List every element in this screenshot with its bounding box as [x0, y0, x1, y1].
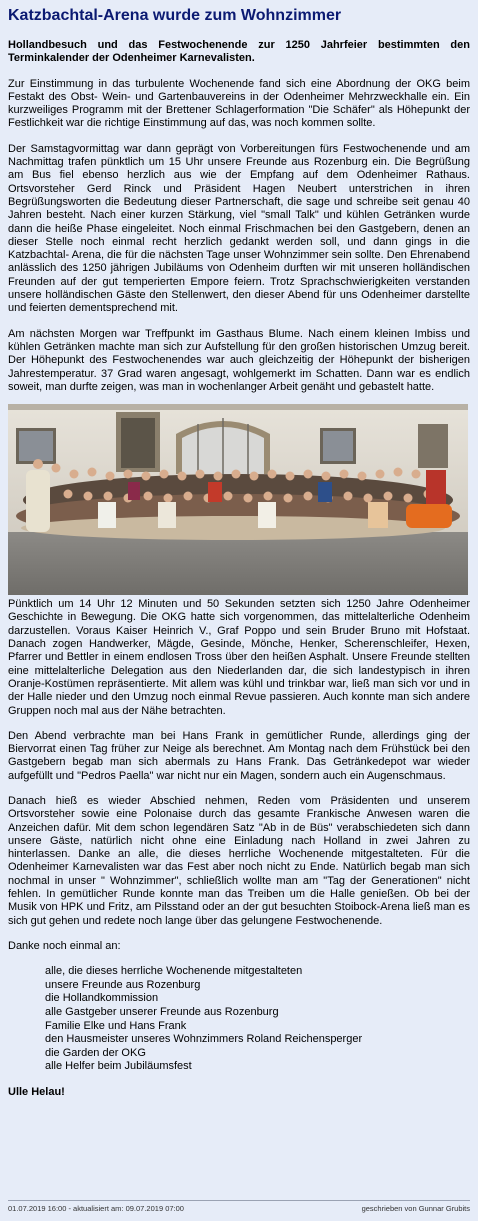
- thanks-intro: Danke noch einmal an:: [8, 939, 121, 952]
- list-item: den Hausmeister unseres Wohnzimmers Roland Reichensperger: [45, 1033, 363, 1046]
- article-author: geschrieben von Gunnar Grubits: [361, 1204, 470, 1213]
- article-paragraph: Danach hieß es wieder Abschied nehmen, Reden vom Präsidenten und unserem Ortsvorsteher sowie eine Polonaise durch das gesamte Frankische Anwesen waren die Anzeichen dafür. Mit dem schon legendären Satz "Ab in de Büs" verabschiedeten sich dann unsere Gäste, natürlich nicht ohne eine Einladung nach Holland in zwei Jahren zu hinterlassen. Danke an alle, die dieses herrliche Wochenende mitgestalteten. Für die Odenheimer Karnevalisten war das Fest aber noch nicht zu Ende. Natürlich begab man sich nochmal in unser " Wohnzimmer", schließlich wollte man am "Tag der Generationen" nicht fehlen. In gemütlicher Runde konnte man das Treiben um die Halle genießen. Ob bei der Musik von HPK und Fritz, am Pilsstand oder an der gut besuchten Stoibock-Arena ließ man es sich gut gehen und redete noch lange über das gelungene Festwochenende.: [8, 794, 470, 927]
- article-paragraph: Zur Einstimmung in das turbulente Wochenende fand sich eine Abordnung der OKG beim Festakt des Obst- Wein- und Gartenbauvereins in der Odenheimer Mehrzweckhalle ein. Ein kurzweiliges Programm mit der Brettener Schlagerformation "Die Schäfer" als Höhepunkt der Festlichkeit war die richtige Einstimmung auf das, was noch kommen sollte.: [8, 77, 470, 130]
- article-dates: 01.07.2019 16:00 - aktualisiert am: 09.07.2019 07:00: [8, 1204, 184, 1213]
- article-paragraph: Am nächsten Morgen war Treffpunkt im Gasthaus Blume. Nach einem kleinen Imbiss und kühlen Getränken machte man sich zur Aufstellung für den großen historischen Umzug bereit. Der Höhepunkt des Festwochenendes war auch gleichzeitig der Höhepunkt der bisherigen Jahrestemperatur. 37 Grad waren angesagt, wohlgemerkt im Schatten. Dann war es endlich soweit, man durfte zeigen, was man in wochenlanger Arbeit genäht und gebastelt hatte.: [8, 327, 470, 393]
- list-item: unsere Freunde aus Rozenburg: [45, 978, 201, 991]
- thanks-list: [8, 965, 470, 1074]
- article-paragraph: Den Abend verbrachte man bei Hans Frank in gemütlicher Runde, allerdings ging der Biervorrat einen Tag früher zur Neige als berechnet. Am Montag nach dem Frühstück bei den Gastgebern begab man sich abermals zu Hans Frank. Das Getränkedepot war wieder aufgefüllt und "Pedros Paella" war nicht nur ein Magen, sondern auch ein Augenschmaus.: [8, 729, 470, 782]
- group-photo: [8, 404, 468, 595]
- list-item: die Hollandkommission: [45, 992, 159, 1005]
- article-paragraph: Pünktlich um 14 Uhr 12 Minuten und 50 Sekunden setzten sich 1250 Jahre Odenheimer Geschichte in Bewegung. Die OKG hatte sich vorgenommen, das mittelalterliche Odenheim darzustellen. Voraus Kaiser Heinrich V., Graf Poppo und sein Bruder Bruno mit Hofstaat. Danach zogen Handwerker, Mägde, Gesinde, Mönche, Henker, Scherenschleifer, Hexen, Pfarrer und Bettler in einem endlosen Tross über den heißen Asphalt. Unsere Freunde stellten eine mittelalterliche Delegation aus den Niederlanden dar, die sich landestypisch in ihren Oranje-Kostümen repräsentierte. Mit allem was kühl und trinkbar war, ließ man sich vor und in der Halle nieder und den Umzug noch einmal Revue passieren. Auch konnte man sich andere Gruppen noch mal aus der Nähe betrachten.: [8, 598, 470, 717]
- list-item: Familie Elke und Hans Frank: [45, 1019, 187, 1032]
- article-title: Katzbachtal-Arena wurde zum Wohnzimmer: [8, 7, 342, 24]
- list-item: alle, die dieses herrliche Wochenende mitgestalteten: [45, 965, 303, 978]
- article-footer: [8, 1200, 470, 1214]
- signoff: Ulle Helau!: [8, 1086, 65, 1098]
- article-lead: Hollandbesuch und das Festwochenende zur 1250 Jahrfeier bestimmten den Terminkalender der Odenheimer Karnevalisten.: [8, 39, 470, 65]
- list-item: alle Gastgeber unserer Freunde aus Rozenburg: [45, 1006, 279, 1019]
- article-paragraph: Der Samstagvormittag war dann geprägt von Vorbereitungen fürs Festwochenende und am Nachmittag trafen pünktlich um 15 Uhr unsere Freunde aus Rozenburg ein. Die Begrüßung am Bus fiel ebenso herzlich aus wie der Empfang auf dem Odenheimer Rathaus. Ortsvorsteher Gerd Rinck und Präsident Hagen Neubert unterstrichen in ihren Begrüßungsworten die Bedeutung dieser Partnerschaft, die sage und schreibe seit genau 40 Jahren besteht. Nach einer kurzen Stärkung, viel "small Talk" und kühlen Getränken wurde dann die heiße Phase eingeleitet. Noch einmal Frischmachen bei den Gastgebern, denen an dieser Stelle noch einmal recht herzlich gedankt werden soll, und dann gings in die Katzbachtal- Arena, die für die nächsten Tage unser Wohnzimmer sein sollte. Den Ehrenabend anlässlich des 1250 jährigen Jubiläums von Odenheim durften wir mit unseren holländischen Freunden auf der gut temperierten Empore feiern. Trotz Sprachschwierigkeiten verstanden unsere holländischen Gäste den Stellenwert, den dieser Abend für uns Odenheimer darstellte und feierten dementsprechend mit.: [8, 142, 470, 315]
- list-item: alle Helfer beim Jubiläumsfest: [45, 1060, 192, 1073]
- list-item: die Garden der OKG: [45, 1046, 146, 1059]
